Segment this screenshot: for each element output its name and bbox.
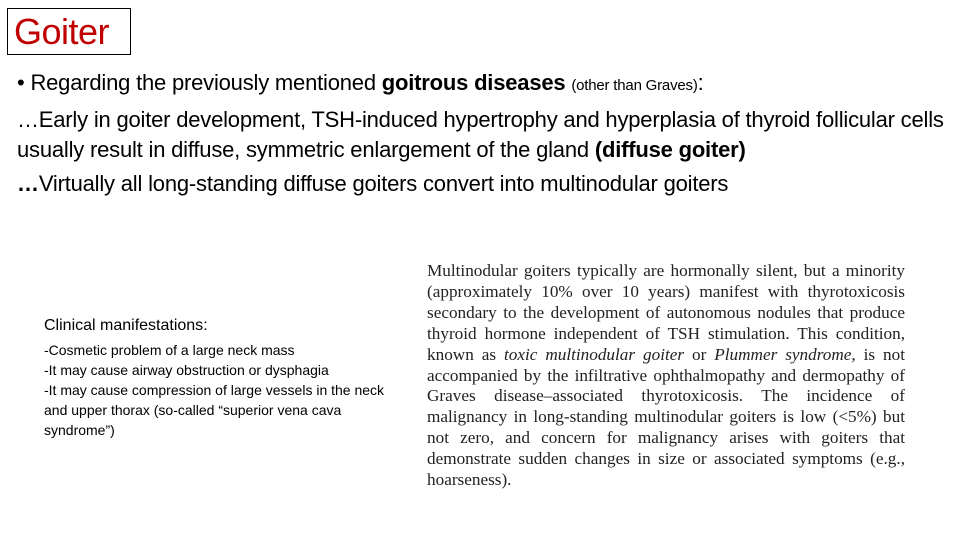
bullet-line: [17, 68, 947, 101]
clinical-item: -It may cause airway obstruction or dysphagia: [44, 362, 329, 378]
paragraph-longstanding-text: Virtually all long-standing diffuse goiters convert into multinodular goiters: [38, 171, 729, 196]
paragraph-early-bold: (diffuse goiter): [594, 137, 746, 162]
bullet-marker: •: [17, 70, 25, 95]
excerpt-text: is not accompanied by the infiltrative ophthalmopathy and dermopathy of Graves disease–associated thyrotoxicosis. The incidence of malignancy in long-standing multinodular goiters is low (<5%) but not zero, and concern for malignancy arises with goiters that demonstrate sudden changes in size or associated symptoms (e.g., hoarseness).: [427, 344, 905, 490]
excerpt-text: or: [684, 344, 715, 364]
slide-title: Goiter: [14, 11, 110, 52]
paragraph-longstanding-ellipsis: …: [17, 171, 39, 196]
paragraph-longstanding: [17, 169, 947, 199]
clinical-item: -It may cause compression of large vessels in the neck and upper thorax (so-called “superior vena cava syndrome”): [44, 382, 385, 438]
clinical-heading: [44, 315, 406, 336]
excerpt-text: Multinodular goiters typically are hormonally silent, but a minority (approximately 10% over 10 years) manifest with thyrotoxicosis secondary to the development of autonomous nodules that produce thyroid hormone independent of TSH stimulation. This condition, known as: [427, 261, 905, 364]
main-text: [17, 68, 947, 199]
clinical-item: -Cosmetic problem of a large neck mass: [44, 342, 295, 358]
bullet-bold: goitrous diseases: [381, 70, 566, 95]
paragraph-early-text: …Early in goiter development, TSH-induced hypertrophy and hyperplasia of thyroid follicular cells usually result in diffuse, symmetric enlargement of the gland: [17, 107, 944, 162]
clinical-manifestations: [44, 315, 406, 440]
clinical-heading-text: Clinical manifestations: [44, 317, 204, 334]
bullet-colon: :: [697, 70, 704, 95]
textbook-excerpt: [427, 261, 905, 491]
excerpt-italic: Plummer syndrome,: [714, 344, 856, 364]
bullet-aside: (other than Graves): [571, 77, 698, 94]
excerpt-italic: toxic multinodular goiter: [503, 344, 685, 364]
bullet-lead: Regarding the previously mentioned: [30, 70, 382, 95]
clinical-heading-colon: :: [203, 317, 208, 334]
paragraph-early: [17, 105, 947, 165]
